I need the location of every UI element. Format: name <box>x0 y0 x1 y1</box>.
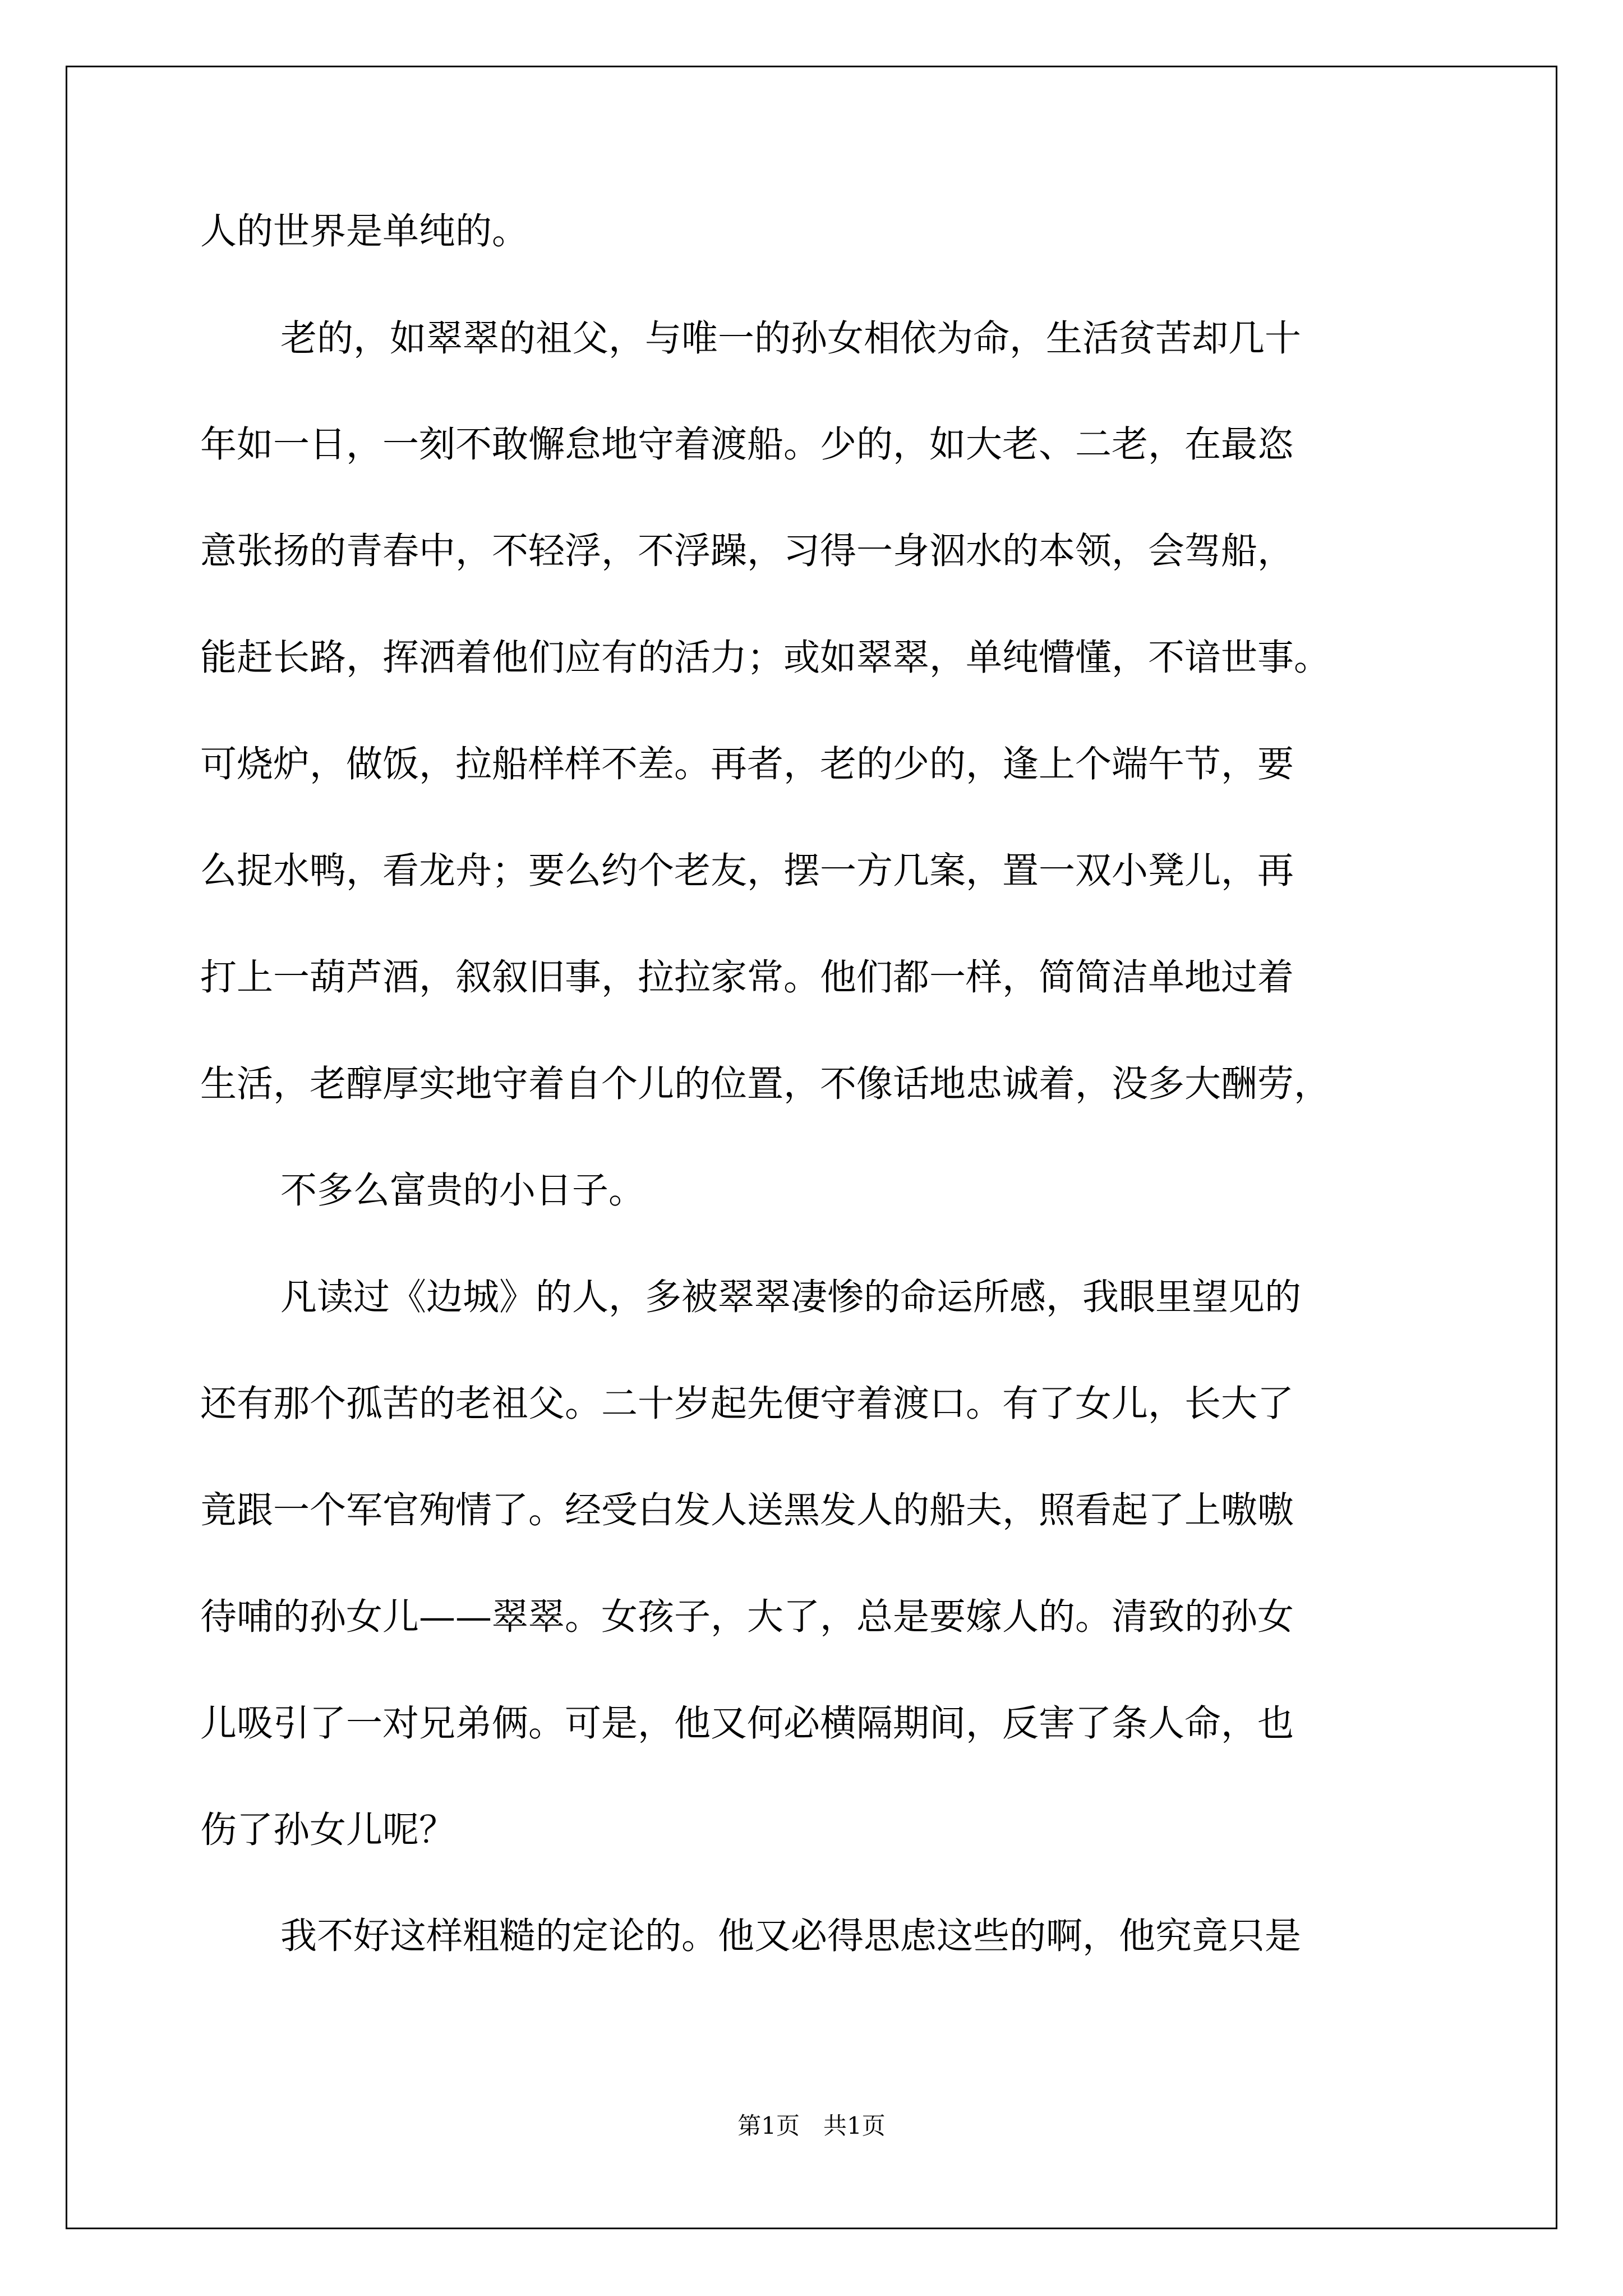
text-line: 还有那个孤苦的老祖父。二十岁起先便守着渡口。有了女儿，长大了 <box>200 1383 1294 1425</box>
page-number: 第1页 共1页 <box>737 2112 886 2139</box>
paragraph-start-line: 凡读过《边城》的人，多被翠翠凄惨的命运所感，我眼里望见的 <box>280 1276 1302 1318</box>
text-line: 能赶长路，挥洒着他们应有的活力；或如翠翠，单纯懵懂，不谙世事。 <box>200 637 1331 679</box>
page-border <box>66 66 1557 2229</box>
text-line: 意张扬的青春中，不轻浮，不浮躁，习得一身泅水的本领，会驾船， <box>200 530 1294 572</box>
text-line: 人的世界是单纯的。 <box>200 210 529 252</box>
paragraph-start-line: 老的，如翠翠的祖父，与唯一的孙女相依为命，生活贫苦却几十 <box>280 318 1302 360</box>
text-line: 待哺的孙女儿——翠翠。女孩子，大了，总是要嫁人的。清致的孙女 <box>200 1596 1294 1638</box>
paragraph-start-line: 不多么富贵的小日子。 <box>280 1170 645 1212</box>
text-line: 生活，老醇厚实地守着自个儿的位置，不像话地忠诚着，没多大酬劳， <box>200 1063 1331 1105</box>
text-line: 可烧炉，做饭，拉船样样不差。再者，老的少的，逢上个端午节，要 <box>200 743 1294 785</box>
text-line: 年如一日，一刻不敢懈怠地守着渡船。少的，如大老、二老，在最恣 <box>200 424 1294 466</box>
text-line: 竟跟一个军官殉情了。经受白发人送黑发人的船夫，照看起了上嗷嗷 <box>200 1489 1294 1531</box>
paragraph-start-line: 我不好这样粗糙的定论的。他又必得思虑这些的啊，他究竟只是 <box>280 1915 1302 1957</box>
text-line: 打上一葫芦酒，叙叙旧事，拉拉家常。他们都一样，简简洁单地过着 <box>200 956 1294 999</box>
text-line: 儿吸引了一对兄弟俩。可是，他又何必横隔期间，反害了条人命，也 <box>200 1703 1294 1745</box>
text-line: 伤了孙女儿呢？ <box>200 1809 456 1851</box>
text-line: 么捉水鸭，看龙舟；要么约个老友，摆一方几案，置一双小凳儿，再 <box>200 850 1294 892</box>
